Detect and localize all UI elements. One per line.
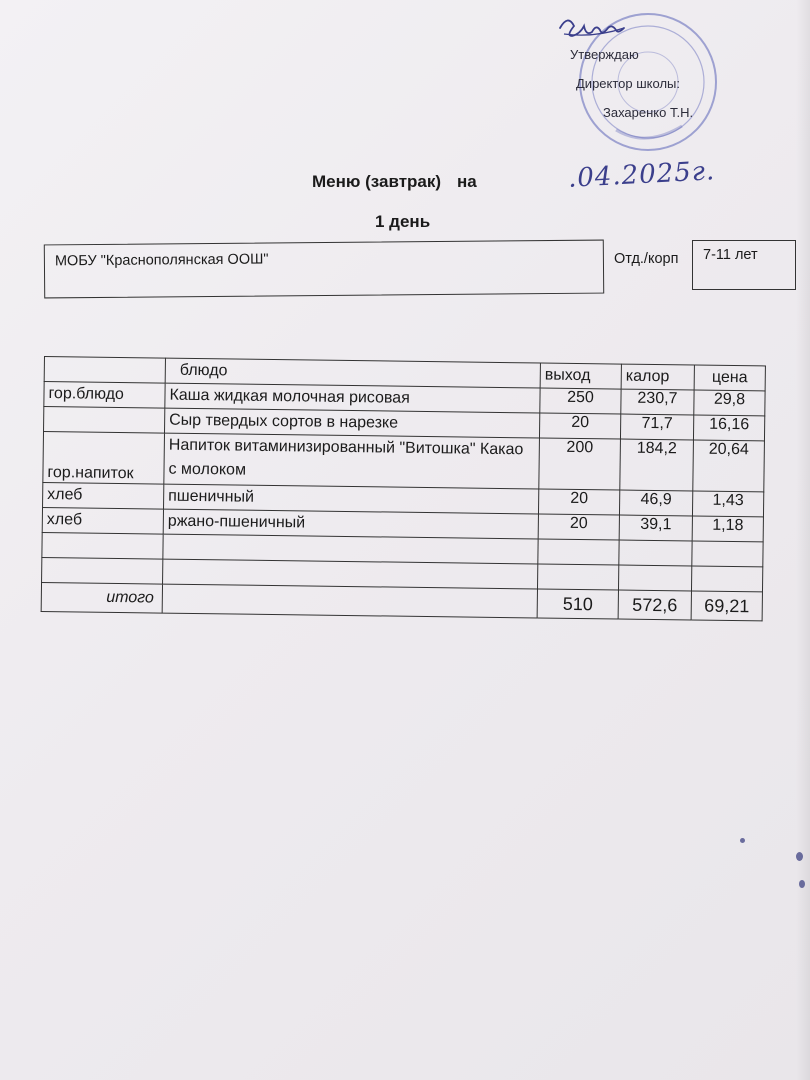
row-yield: 20 bbox=[538, 489, 619, 515]
row-kcal: 71,7 bbox=[620, 414, 693, 440]
approve-label: Утверждаю bbox=[570, 47, 639, 62]
age-range: 7-11 лет bbox=[703, 247, 758, 263]
age-box bbox=[692, 240, 796, 290]
table-row bbox=[43, 432, 765, 492]
row-yield: 20 bbox=[539, 413, 620, 439]
row-dish: пшеничный bbox=[164, 484, 539, 514]
empty-cell bbox=[42, 532, 163, 559]
row-category: хлеб bbox=[43, 482, 164, 509]
empty-cell bbox=[619, 540, 692, 566]
empty-cell bbox=[537, 564, 618, 590]
row-kcal: 46,9 bbox=[619, 490, 692, 516]
row-category: гор.напиток bbox=[43, 432, 165, 485]
handwritten-date: .04.2025г. bbox=[567, 156, 716, 194]
ink-speck bbox=[799, 880, 805, 888]
menu-table bbox=[41, 356, 766, 621]
dept-label: Отд./корп bbox=[614, 251, 679, 267]
empty-cell bbox=[618, 565, 691, 591]
header-cell-category bbox=[44, 357, 165, 384]
row-yield: 250 bbox=[540, 388, 621, 414]
row-price: 29,8 bbox=[694, 390, 765, 416]
menu-title-on: на bbox=[457, 172, 477, 191]
school-name: МОБУ "Краснополянская ООШ" bbox=[54, 251, 269, 270]
approval-stamp bbox=[556, 10, 732, 160]
total-label: итого bbox=[41, 582, 162, 613]
total-yield: 510 bbox=[537, 589, 618, 619]
row-kcal: 184,2 bbox=[620, 439, 694, 491]
director-name: Захаренко Т.Н. bbox=[603, 105, 694, 120]
handwritten-signature bbox=[556, 10, 628, 40]
ink-speck bbox=[796, 852, 803, 861]
row-category: гор.блюдо bbox=[44, 382, 165, 409]
row-dish: Напиток витаминизированный "Витошка" Какао с молоком bbox=[164, 433, 540, 489]
total-kcal: 572,6 bbox=[618, 590, 691, 620]
total-price: 69,21 bbox=[691, 591, 762, 621]
empty-cell bbox=[42, 557, 163, 584]
header-cell-price: цена bbox=[694, 365, 765, 391]
row-kcal: 39,1 bbox=[619, 515, 692, 541]
empty-cell bbox=[692, 541, 763, 567]
empty-cell bbox=[162, 584, 537, 618]
row-price: 20,64 bbox=[693, 440, 765, 492]
row-yield: 200 bbox=[539, 438, 621, 490]
paper-edge-shadow bbox=[796, 0, 810, 1080]
header-dish-text: блюдо bbox=[179, 361, 228, 380]
row-price: 16,16 bbox=[693, 415, 764, 441]
menu-table-wrap bbox=[41, 356, 766, 621]
empty-cell bbox=[538, 539, 619, 565]
row-dish: Каша жидкая молочная рисовая bbox=[165, 383, 540, 413]
menu-title-text: Меню (завтрак) bbox=[312, 172, 442, 191]
empty-cell bbox=[691, 566, 762, 592]
row-yield: 20 bbox=[538, 514, 619, 540]
row-price: 1,43 bbox=[692, 491, 763, 517]
row-price: 1,18 bbox=[692, 516, 763, 542]
row-category bbox=[44, 407, 165, 434]
row-kcal: 230,7 bbox=[621, 389, 694, 415]
header-cell-kcal: калор bbox=[621, 364, 694, 390]
row-dish: ржано-пшеничный bbox=[163, 509, 538, 539]
header-cell-yield: выход bbox=[540, 363, 621, 389]
ink-speck bbox=[740, 838, 745, 843]
day-label: 1 день bbox=[375, 212, 431, 231]
school-name-box bbox=[44, 240, 604, 299]
row-dish: Сыр твердых сортов в нарезке bbox=[165, 408, 540, 438]
director-label: Директор школы: bbox=[576, 76, 680, 91]
row-category: хлеб bbox=[42, 507, 163, 534]
menu-title bbox=[312, 172, 477, 192]
